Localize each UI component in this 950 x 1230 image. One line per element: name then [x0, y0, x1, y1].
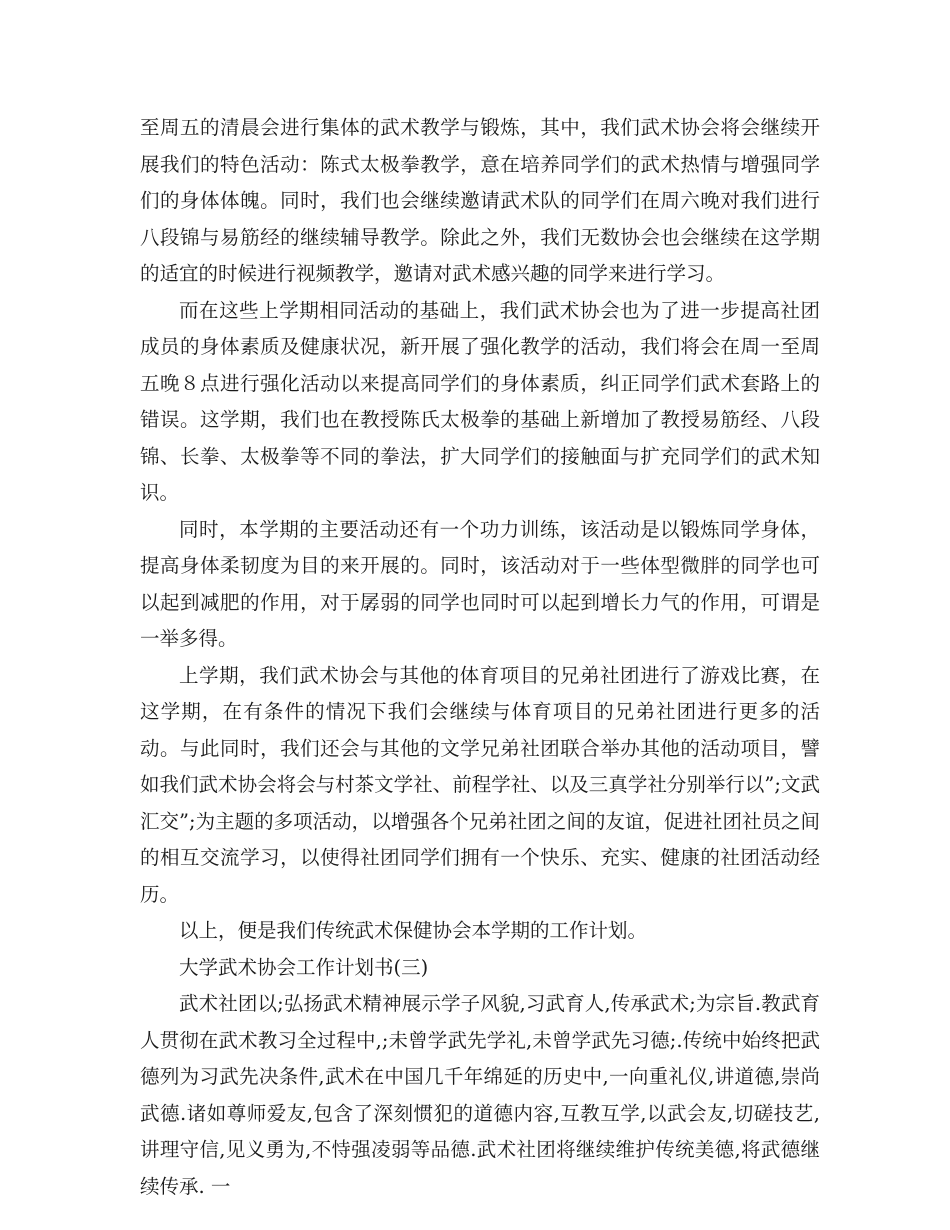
paragraph: 以上，便是我们传统武术保健协会本学期的工作计划。 — [179, 919, 648, 942]
document-body — [140, 110, 820, 1205]
paragraph: 上学期，我们武术协会与其他的体育项目的兄弟社团进行了游戏比赛，在这学期，在有条件的情况下我们会继续与体育项目的兄弟社团进行更多的活动。与此同时，我们还会与其他的文学兄弟社团联合举办其他的活动项目，譬如我们武术协会将会与村茶文学社、前程学社、以及三真学社分别举行以”;文武汇交”;为主题的多项活动，以增强各个兄弟社团之间的友谊，促进社团社员之间的相互交流学习，以使得社团同学们拥有一个快乐、充实、健康的社团活动经历。 — [140, 663, 820, 906]
paragraph: 而在这些上学期相同活动的基础上，我们武术协会也为了进一步提高社团成员的身体素质及健康状况，新开展了强化教学的活动，我们将会在周一至周五晚８点进行强化活动以来提高同学们的身体素质，纠正同学们武术套路上的错误。这学期，我们也在教授陈氏太极拳的基础上新增加了教授易筋经、八段锦、长拳、太极拳等不同的拳法，扩大同学们的接触面与扩充同学们的武术知识。 — [140, 298, 820, 504]
paragraph: 武术社团以;弘扬武术精神展示学子风貌,习武育人,传承武术;为宗旨.教武育人贯彻在武术教习全过程中,;未曾学武先学礼,未曾学武先习德;.传统中始终把武德列为习武先决条件,武术在中国几千年绵延的历史中,一向重礼仪,讲道德,崇尚武德.诸如尊师爱友,包含了深刻惯犯的道德内容,互教互学,以武会友,切磋技艺,讲理守信,见义勇为,不恃强凌弱等品德.武术社团将继续维护传统美德,将武德继续传承. 一 — [140, 992, 820, 1198]
paragraph: 至周五的清晨会进行集体的武术教学与锻炼，其中，我们武术协会将会继续开展我们的特色活动：陈式太极拳教学，意在培养同学们的武术热情与增强同学们的身体体魄。同时，我们也会继续邀请武术队的同学们在周六晚对我们进行八段锦与易筋经的继续辅导教学。除此之外，我们无数协会也会继续在这学期的适宜的时候进行视频教学，邀请对武术感兴趣的同学来进行学习。 — [140, 116, 820, 285]
paragraph: 同时，本学期的主要活动还有一个功力训练，该活动是以锻炼同学身体，提高身体柔韧度为目的来开展的。同时，该活动对于一些体型微胖的同学也可以起到减肥的作用，对于孱弱的同学也同时可以起到增长力气的作用，可谓是一举多得。 — [140, 517, 820, 650]
section-heading: 大学武术协会工作计划书(三) — [179, 955, 429, 979]
